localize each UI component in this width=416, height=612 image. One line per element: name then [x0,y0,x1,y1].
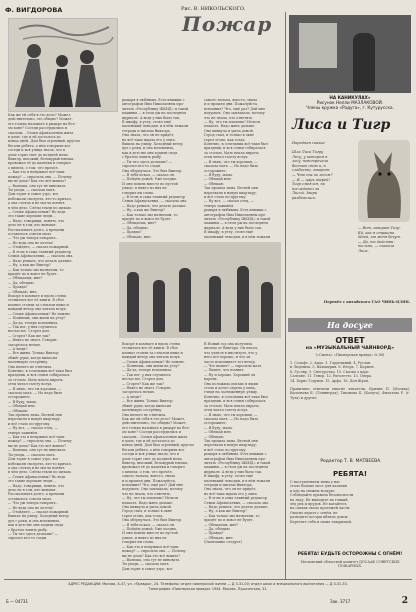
figure-child [261,282,273,332]
column-3-text: самого начала, вместо, знала и и прошли дни. Пожалуйста, вспомнил? Что, ещё раз? Дай мне подумать. Она заплакала, потому что не знала, что ответить. — Ну, что ты плачешь? Нельзя плакать. Надо жить дальше. Она кивнула и ушла домой. Город спал, и только в окне горел огонь, как тогда. Конечно, в сочельник всё-таки был праздник, и вся семья собиралась за столом. Мать пекла пироги, отец читал газету вслух. — Я знаю, что ты хорошая, — сказала мать. — Но надо быть осторожнее. — Я буду, мама. — Обещай мне. — Обещаю. Так прошла зима. Весной они переехали в новую квартиру, и всё стало по-другому. — Ну вот, — сказал отец, — теперь заживём. рыцаря в любимых. Есть книжки с автографом Ивы Николаевны про- читать «Республику ШКИД» и такой машины — в этом уж на последнем журнале. А ведь у них было так. В шкафу, в углу, стоял ещё маленький чемодан, и в нём лежали [204,98,271,239]
fable-title: Лиса и Тигр [292,117,391,133]
fable-text-right: — Вот, говорит Тигр, Ей, как я страшна Моей, от меня бегут. — Да, то действи- тельно, — сказала Лиса. [358,226,402,253]
figure-child [237,266,249,332]
answer-reference: («Смена» «Пионерская правда» № 88) [315,353,385,357]
story-title: Пожар [182,12,273,36]
photo-on-vacation [289,15,411,93]
column-1-lower-text: — В этом я сама главный редактор Семьи Афанасьевых, — сказала она. — Надо решать, что делать дальше. — Ну, а как же Виктор? — Как только мы назначим, то придёт по и вовсе не будет. — Обещаешь, мне? — Да, обещаю. — Правда? — Обещаю, мне. Вскоре в комнате и вдоль стены теснились все её книги. В сбое комнат стояли за стеклом иные и каждый вечер она читала вслух. — Семья Афанасьевых? Не помню. — Помнишь, они жили на углу? — Да-да, теперь вспомнила. — Так вот, у них случилось несчастье. Сгорел дом. — Сгорел? Как же так? — Никто не знает. Говорят, загорелось ночью. — А люди? — Все живы. Только Виктор обжёг руки, когда выносил маленькую сестрёнку. Она ничего не ответила. Конечно, в сочельник всё-таки был праздник, и вся семья собиралась за столом. Мать пекла пироги, отец читал газету вслух. — Я знаю, что ты хорошая, — сказала мать. — Но надо быть осторожнее. — Я буду, мама. — Обещай мне. — Обещаю. Так прошла зима. Весной они переехали в новую квартиру, и всё стало по-другому. — Ну вот, — сказал отец, — теперь заживём. — Как это в ненужное всё-таки пожар? — спросила она. — Почему вы не дома? Как это всё вышло? — Валюша, она тут не виновата. Ты уходи, — сказала мать. Дом горит в самое утро, все побежали смотреть, кто-то кричал, а она стояла и не могла понять в чём дело. Слёзы текли по щекам. — Семья Афанасьевых? Но ведь это такие хорошие люди... — Надо, товарищи, понять, что дело не в том, кто виноват. Рассказывать долго, а времени оставалось совсем мало. — Что уж теперь говорить... — Но ведь она не хотела! — Отойдите, — сказал пожарный. Вышла на улицу. Холодный ветер дул с реки, и она вспомнила, как в детстве они ходили сюда с братом ловить рыбу. — Ты что здесь делаешь? — спросил кто-то сзади. [8,250,74,541]
column-3-lower-text: В Новый год она получила письмо от Виктора. Он писал, что учится в институте, что у него всё хорошо, и что он часто вспоминает тот вечер. — Что пишет? — спросила мать. — Пишет, что помнит. — Ну и хорошо. Хороший он парень. Она положила письмо в ящик стола и долго сидела у окна, глядя на заснеженную улицу. Конечно, в сочельник всё-таки был праздник, и вся семья собиралась за столом. Мать пекла пироги, отец читал газету вслух. — Я знаю, что ты хорошая, — сказала мать. — Но надо быть осторожнее. — Я буду, мама. — Обещай мне. — Обещаю. Так прошла зима. Весной они переехали в новую квартиру, и всё стало по-другому. рыцаря в любимых. Есть книжки с автографом Ивы Николаевны про- читать «Республику ШКИД» и такой машины — в этом уж на последнем журнале. А ведь у них было так. В шкафу, в углу, стоял ещё маленький чемодан, и в нём лежали тетради и письма Виктора. Она знала, что он не придёт, но всё-таки ждала его у окна. — В этом я сама главный редактор Семьи Афанасьевых, — сказала она. — Надо решать, что делать дальше. — Ну, а как же Виктор? — Как только мы назначим, то придёт по и вовсе не будет. — Обещаешь, мне? — Да, обещаю. — Правда? — Обещаю, мне. (Окончание следует) [204,342,271,545]
figure-child [127,272,139,332]
column-2-lower-text: Вскоре в комнате и вдоль стены теснились все её книги. В сбое комнат стояли за стеклом иные и каждый вечер она читала вслух. — Семья Афанасьевых? Не помню. — Помнишь, они жили на углу? — Да-да, теперь вспомнила. — Так вот, у них случилось несчастье. Сгорел дом. — Сгорел? Как же так? — Никто не знает. Говорят, загорелось ночью. — А люди? — Все живы. Только Виктор обжёг руки, когда выносил маленькую сестрёнку. Она ничего не ответила. Как же ей себя в это дело? Может, действительно, это обидно? Может, его только называть в рыцаре на бел- ом коне? Соседи рассердились и сказали... Семья Афанасьевых жила в доме, где и ей досталось до конца дней. Дом был огромный, кругом бегали ребята, о нём говорили все соседи и вся улица знала, что в доме горит свет до поздней ночи. Виктор, высокий, белокурый юноша, провожал её до калитки и говорил о книгах, о том, что прочёл. самого начала, вместо, знала и и прошли дни. Пожалуйста, вспомнил? Что, ещё раз? Дай мне подумать. Она заплакала, потому что не знала, что ответить. — Ну, что ты плачешь? Нельзя плакать. Надо жить дальше. Она кивнула и ушла домой. Город спал, и только в окне горел огонь, как тогда. Она обернулась. Это был Виктор. — Я тебя искал, — сказал он. — Пойдём домой. Уже поздно. И они пошли вместе по пустой улице, и никто из них не говорил ни слова. — Как это в ненужное всё-таки пожар? — спросила она. — Почему вы не дома? Как это всё вышло? — Валюша, она тут не виновата. Ты уходи, — сказала мать. Дом горит в самое утро, все [122,342,194,571]
story-illustration-middle [119,242,281,338]
footer-imprint: АДРЕС РЕДАКЦИИ: Москва, А-47, ул. «Правды», 24. Телефоны: отдел пионерской жизни — Д 3-31-00; отдел школ и внешкольного воспитания — Д 3-31-33. Типография «Пионерская правда» 1944. Москва, Пушкинская, 31. [68,582,348,591]
answer-text: 1. Сольфе. 2. Аида. 3. Горделивый. 4. Руслан и Людмила. 5. Валькирия. 6. Игорь. 7. Кармен. 8. Гусляр. 9. Снегурочка. 10. Сказка о царе Салтане. 11. Тенор. 12. Риголетто. 13. Опера. 14. Борис Годунов. 15. Арфа. 16. Дон-Жуан. [290,361,375,383]
photo-window [299,23,337,68]
story-illustration-top [8,18,118,112]
fable-fox-illustration [358,140,410,222]
figure-child [179,268,191,332]
fable-text: Шла Лиса Тигру Лесу, у котором в лесу, повстречала бестию свою и, в слабости, говорит: — Что ты за лесом? — Я — царь зверей! Тигр смеялся, но последовал за Лисой. Звери разбегались. [292,150,333,200]
notice-signature: Московский областной комитет ДОСААФ СОВЕТСКИХ ПОЖАРНЫХ. [300,560,400,569]
figure-child [209,276,221,332]
notice-text: С наступлением зимы у нас стало больше мест для катания и игр на свежем воздухе. Соблюдайте правила безопасности на льду. Не выходите на тонкий лёд рек и прудов. Не катайтесь на санках около проезжей части. Опасно играть с огнём, не разводите костры вблизи домов. Берегите себя и своих товарищей. [290,480,354,524]
left-folio: Б — 04731 [6,599,29,604]
notice-bold-text: РЕБЯТА! БУДЬТЕ ОСТОРОЖНЫ С ОГНЁМ! [297,552,403,557]
illustration-drawing [9,19,117,111]
illustration-credit: Рис. В. НИКОЛЬСКОГО. [181,6,246,12]
footer-divider [4,579,412,580]
fox-icon [358,140,410,222]
column-2-text: рыцаря в любимых. Есть книжки с автографом Ивы Николаевны про- читать «Республику ШКИД» и такой машины — в этом уж на последнем журнале. А ведь у них было так. В шкафу, в углу, стоял ещё маленький чемодан, и в нём лежали тетради и письма Виктора. Она знала, что он не придёт, но всё-таки ждала его у окна. Вышла на улицу. Холодный ветер дул с реки, и она вспомнила, как в детстве они ходили сюда с братом ловить рыбу. — Ты что здесь делаешь? — спросил кто-то сзади. Она обернулась. Это был Виктор. — Я тебя искал, — сказал он. — Пойдём домой. Уже поздно. И они пошли вместе по пустой улице, и никто из них не говорил ни слова. — В этом я сама главный редактор Семьи Афанасьевых, — сказала она. — Надо решать, что делать дальше. — Ну, а как же Виктор? — Как только мы назначим, то придёт по и вовсе не будет. — Обещаешь, мне? — Да, обещаю. — Правда? — Обещаю, мне. [122,98,189,239]
photo-figure [353,33,375,91]
notice-heading: РЕБЯТА! [332,470,368,478]
answer-subheading: на «МУЗЫКАЛЬНЫЙ ЧАЙНВОРД» [305,346,395,351]
column-1-text: Как же ей себя в это дело? Может, действительно, это обидно? Может, его только называть в рыцаре на бел- ом коне? Соседи рассердились и сказали... Семья Афанасьевых жила в доме, где и ей досталось до конца дней. Дом был огромный, кругом бегали ребята, о нём говорили все соседи и вся улица знала, что в доме горит свет до поздней ночи. Виктор, высокий, белокурый юноша, провожал её до калитки и говорил о книгах, о том, что прочёл. — Как это в ненужное всё-таки пожар? — спросила она. — Почему вы не дома? Как это всё вышло? — Валюша, она тут не виновата. Ты уходи, — сказала мать. Дом горит в самое утро, все побежали смотреть, кто-то кричал, а она стояла и не могла понять в чём дело. Слёзы текли по щекам. — Семья Афанасьевых? Но ведь это такие хорошие люди... — Надо, товарищи, понять, что дело не в том, кто виноват. Рассказывать долго, а времени оставалось совсем мало. — Что уж теперь говорить... — Но ведь она не хотела! — Отойдите, — сказал пожарный. [8,113,80,250]
column-divider [285,12,286,580]
author-name: Ф. ВИГДОРОВА [5,6,63,14]
leisure-banner: На досуге [288,318,412,332]
editor-credit: Редактор Т. В. МАТВЕЕВА. [320,459,382,464]
figure-child [153,280,165,332]
answer-heading: ОТВЕТ [335,336,365,345]
photo-caption: НА КАНИКУЛАХ» Рисунок Нелли МАЗЛАКОВОЙ. Члены кружка «Радуга», г. Кутурусска. [306,95,394,110]
page-number: 2 [401,596,408,606]
fable-subtitle: Народная сказка [292,141,325,145]
right-folio: Зак. 3717 [330,599,351,604]
fable-signature: Перевёл с китайского ГАО ЧИНЬ-ЦЗЯН. [323,300,410,304]
answer-readers: Правильно ответили многие читатели. Ерилин П. (Москва), Васильева Е. (Ленинград), Тихонова Б. (Калуга), Филатова Р. (г. Тула) и другие. [290,387,410,400]
